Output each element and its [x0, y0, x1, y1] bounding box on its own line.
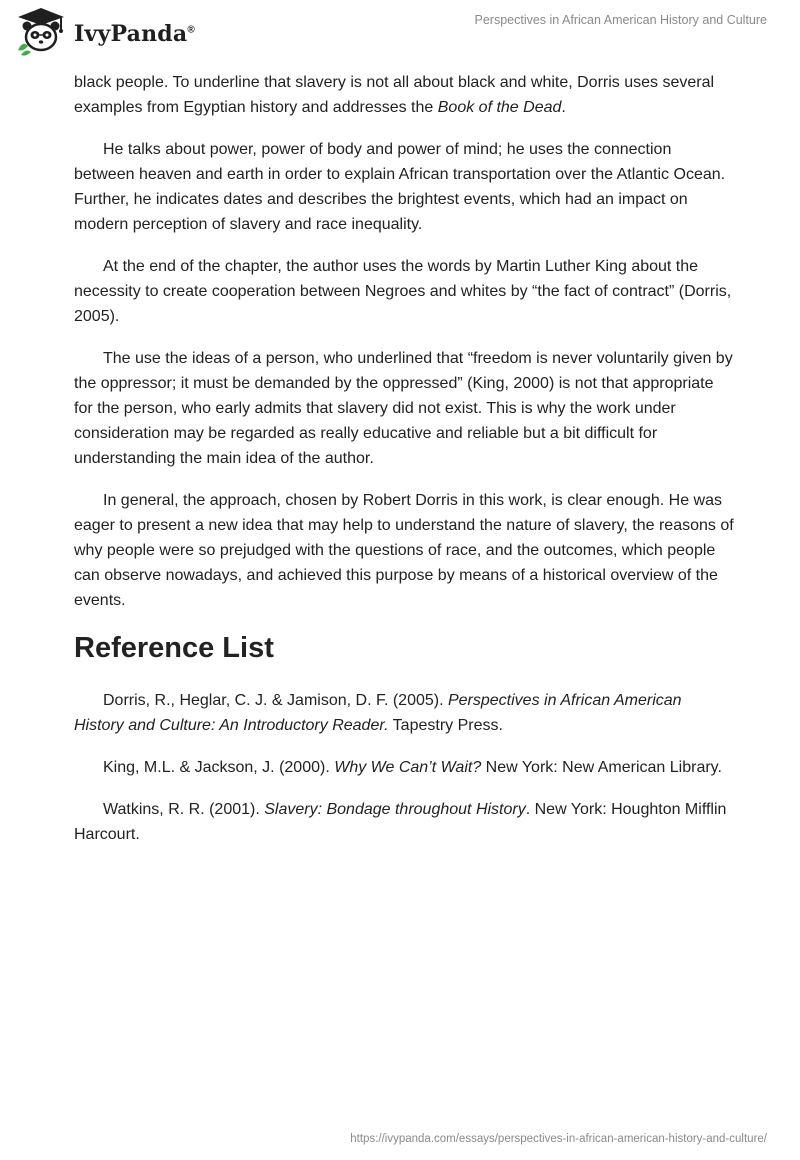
paragraph-3: At the end of the chapter, the author uses the words by Martin Luther King about the necessity to create cooperation between Negroes and whites by “the fact of contract” (Dorris, 2005).	[74, 258, 732, 325]
book-title: Book of the Dead	[437, 99, 562, 116]
document-title: Perspectives in African American History and Culture	[474, 13, 767, 27]
page-header	[0, 0, 800, 60]
essay-body	[74, 70, 734, 864]
paragraph-2: He talks about power, power of body and power of mind; he uses the connection between heaven and earth in order to explain African transportation over the Atlantic Ocean. Further, he indicates dates and describes the brightest events, which had an impact on modern perception of slavery and race inequality.	[74, 141, 726, 233]
reference-item: Dorris, R., Heglar, C. J. & Jamison, D. F. (2005). Perspectives in African American History and Culture: An Introductory Reader. Tapestry Press.	[74, 692, 682, 734]
reference-item: Watkins, R. R. (2001). Slavery: Bondage throughout History. New York: Houghton Mifflin Harcourt.	[74, 801, 727, 843]
reference-list-heading: Reference List	[74, 632, 274, 664]
registered-mark: ®	[187, 24, 195, 36]
panda-graduate-icon	[14, 6, 68, 56]
source-url[interactable]: https://ivypanda.com/essays/perspectives-in-african-american-history-and-culture/	[350, 1133, 767, 1145]
reference-item: King, M.L. & Jackson, J. (2000). Why We Can’t Wait? New York: New American Library.	[103, 759, 722, 776]
paragraph-5: In general, the approach, chosen by Robert Dorris in this work, is clear enough. He was eager to present a new idea that may help to understand the nature of slavery, the reasons of why people were so prejudged with the questions of race, and the outcomes, which people can observe nowadays, and achieved this purpose by means of a historical overview of the events.	[74, 492, 734, 609]
brand-name: IvyPanda®	[74, 21, 195, 47]
paragraph-4: The use the ideas of a person, who underlined that “freedom is never voluntarily given by the oppressor; it must be demanded by the oppressed” (King, 2000) is not that appropriate for the person, who early admits that slavery did not exist. This is why the work under consideration may be regarded as really educative and reliable but a bit difficult for understanding the main idea of the author.	[74, 350, 733, 467]
ivypanda-logo[interactable]	[14, 6, 195, 56]
paragraph-1: black people. To underline that slavery is not all about black and white, Dorris uses several examples from Egyptian history and addresses the Book of the Dead.	[74, 74, 715, 116]
